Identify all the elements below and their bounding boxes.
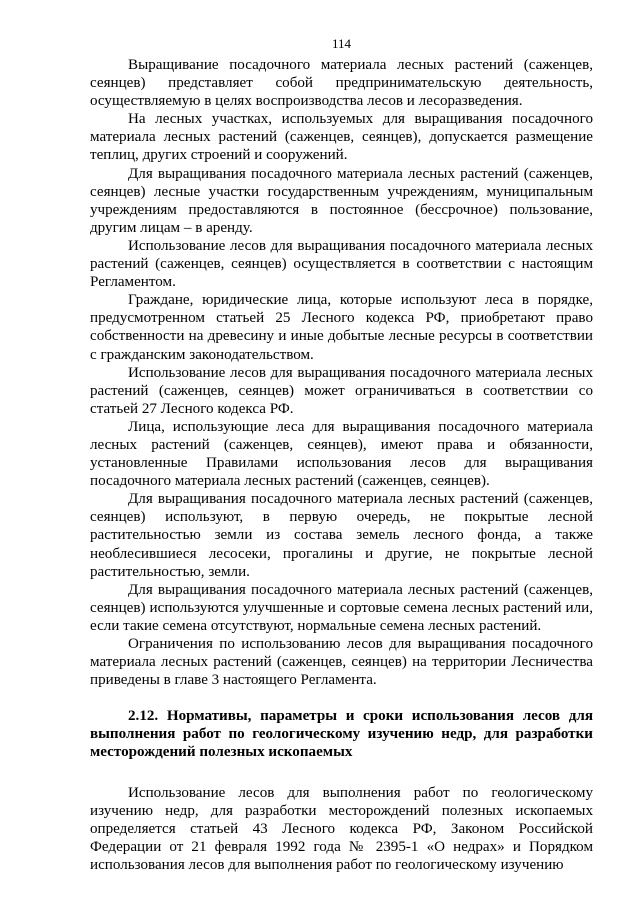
paragraph: Для выращивания посадочного материала лесных растений (саженцев, сеянцев) используют, в первую очередь, не покрытые лесной растительностью земли из состава земель лесного фонда, а также необлесившиеся лесосеки, прогалины и другие, не покрытые лесной растительностью, земли. [90, 491, 593, 580]
paragraph: Использование лесов для выращивания посадочного материала лесных растений (саженцев, сеянцев) может ограничиваться в соответствии со статьей 27 Лесного кодекса РФ. [90, 364, 593, 417]
document-page [90, 36, 593, 874]
paragraph: Использование лесов для выполнения работ по геологическому изучению недр, для разработки месторождений полезных ископаемых определяется статьей 43 Лесного кодекса РФ, Законом Российской Федерации от 21 февраля 1992 года № 2395-1 «О недрах» и Порядком использования лесов для выполнения работ по геологическому изучению [90, 784, 593, 873]
paragraph: Для выращивания посадочного материала лесных растений (саженцев, сеянцев) используются улучшенные и сортовые семена лесных растений или, если такие семена отсутствуют, нормальные семена лесных растений. [90, 581, 593, 634]
paragraph: Выращивание посадочного материала лесных растений (саженцев, сеянцев) представляет собой предпринимательскую деятельность, осуществляемую в целях воспроизводства лесов и лесоразведения. [90, 57, 593, 110]
paragraph: Граждане, юридические лица, которые используют леса в порядке, предусмотренном статьей 25 Лесного кодекса РФ, приобретают право собственности на древесину и иные добытые лесные ресурсы в соответствии с гражданским законодательством. [90, 292, 593, 363]
page-number: 114 [331, 36, 352, 51]
paragraph: Для выращивания посадочного материала лесных растений (саженцев, сеянцев) лесные участки государственным учреждениям, муниципальным учреждениям предоставляются в постоянное (бессрочное) пользование, другим лицам – в аренду. [90, 165, 593, 236]
paragraph: Использование лесов для выращивания посадочного материала лесных растений (саженцев, сеянцев) осуществляется в соответствии с настоящим Регламентом. [90, 237, 593, 291]
paragraph: На лесных участках, используемых для выращивания посадочного материала лесных растений (саженцев, сеянцев), допускается размещение теплиц, других строений и сооружений. [90, 111, 593, 164]
paragraph: Лица, использующие леса для выращивания посадочного материала лесных растений (саженцев, сеянцев), имеют права и обязанности, установленные Правилами использования лесов для выращивания посадочного материала лесных растений (саженцев, сеянцев). [90, 418, 593, 490]
paragraph: Ограничения по использованию лесов для выращивания посадочного материала лесных растений (саженцев, сеянцев) на территории Лесничества приведены в главе 3 настоящего Регламента. [90, 636, 593, 689]
section-heading: 2.12. Нормативы, параметры и сроки использования лесов для выполнения работ по геологическому изучению недр, для разработки месторождений полезных ископаемых [90, 708, 593, 761]
